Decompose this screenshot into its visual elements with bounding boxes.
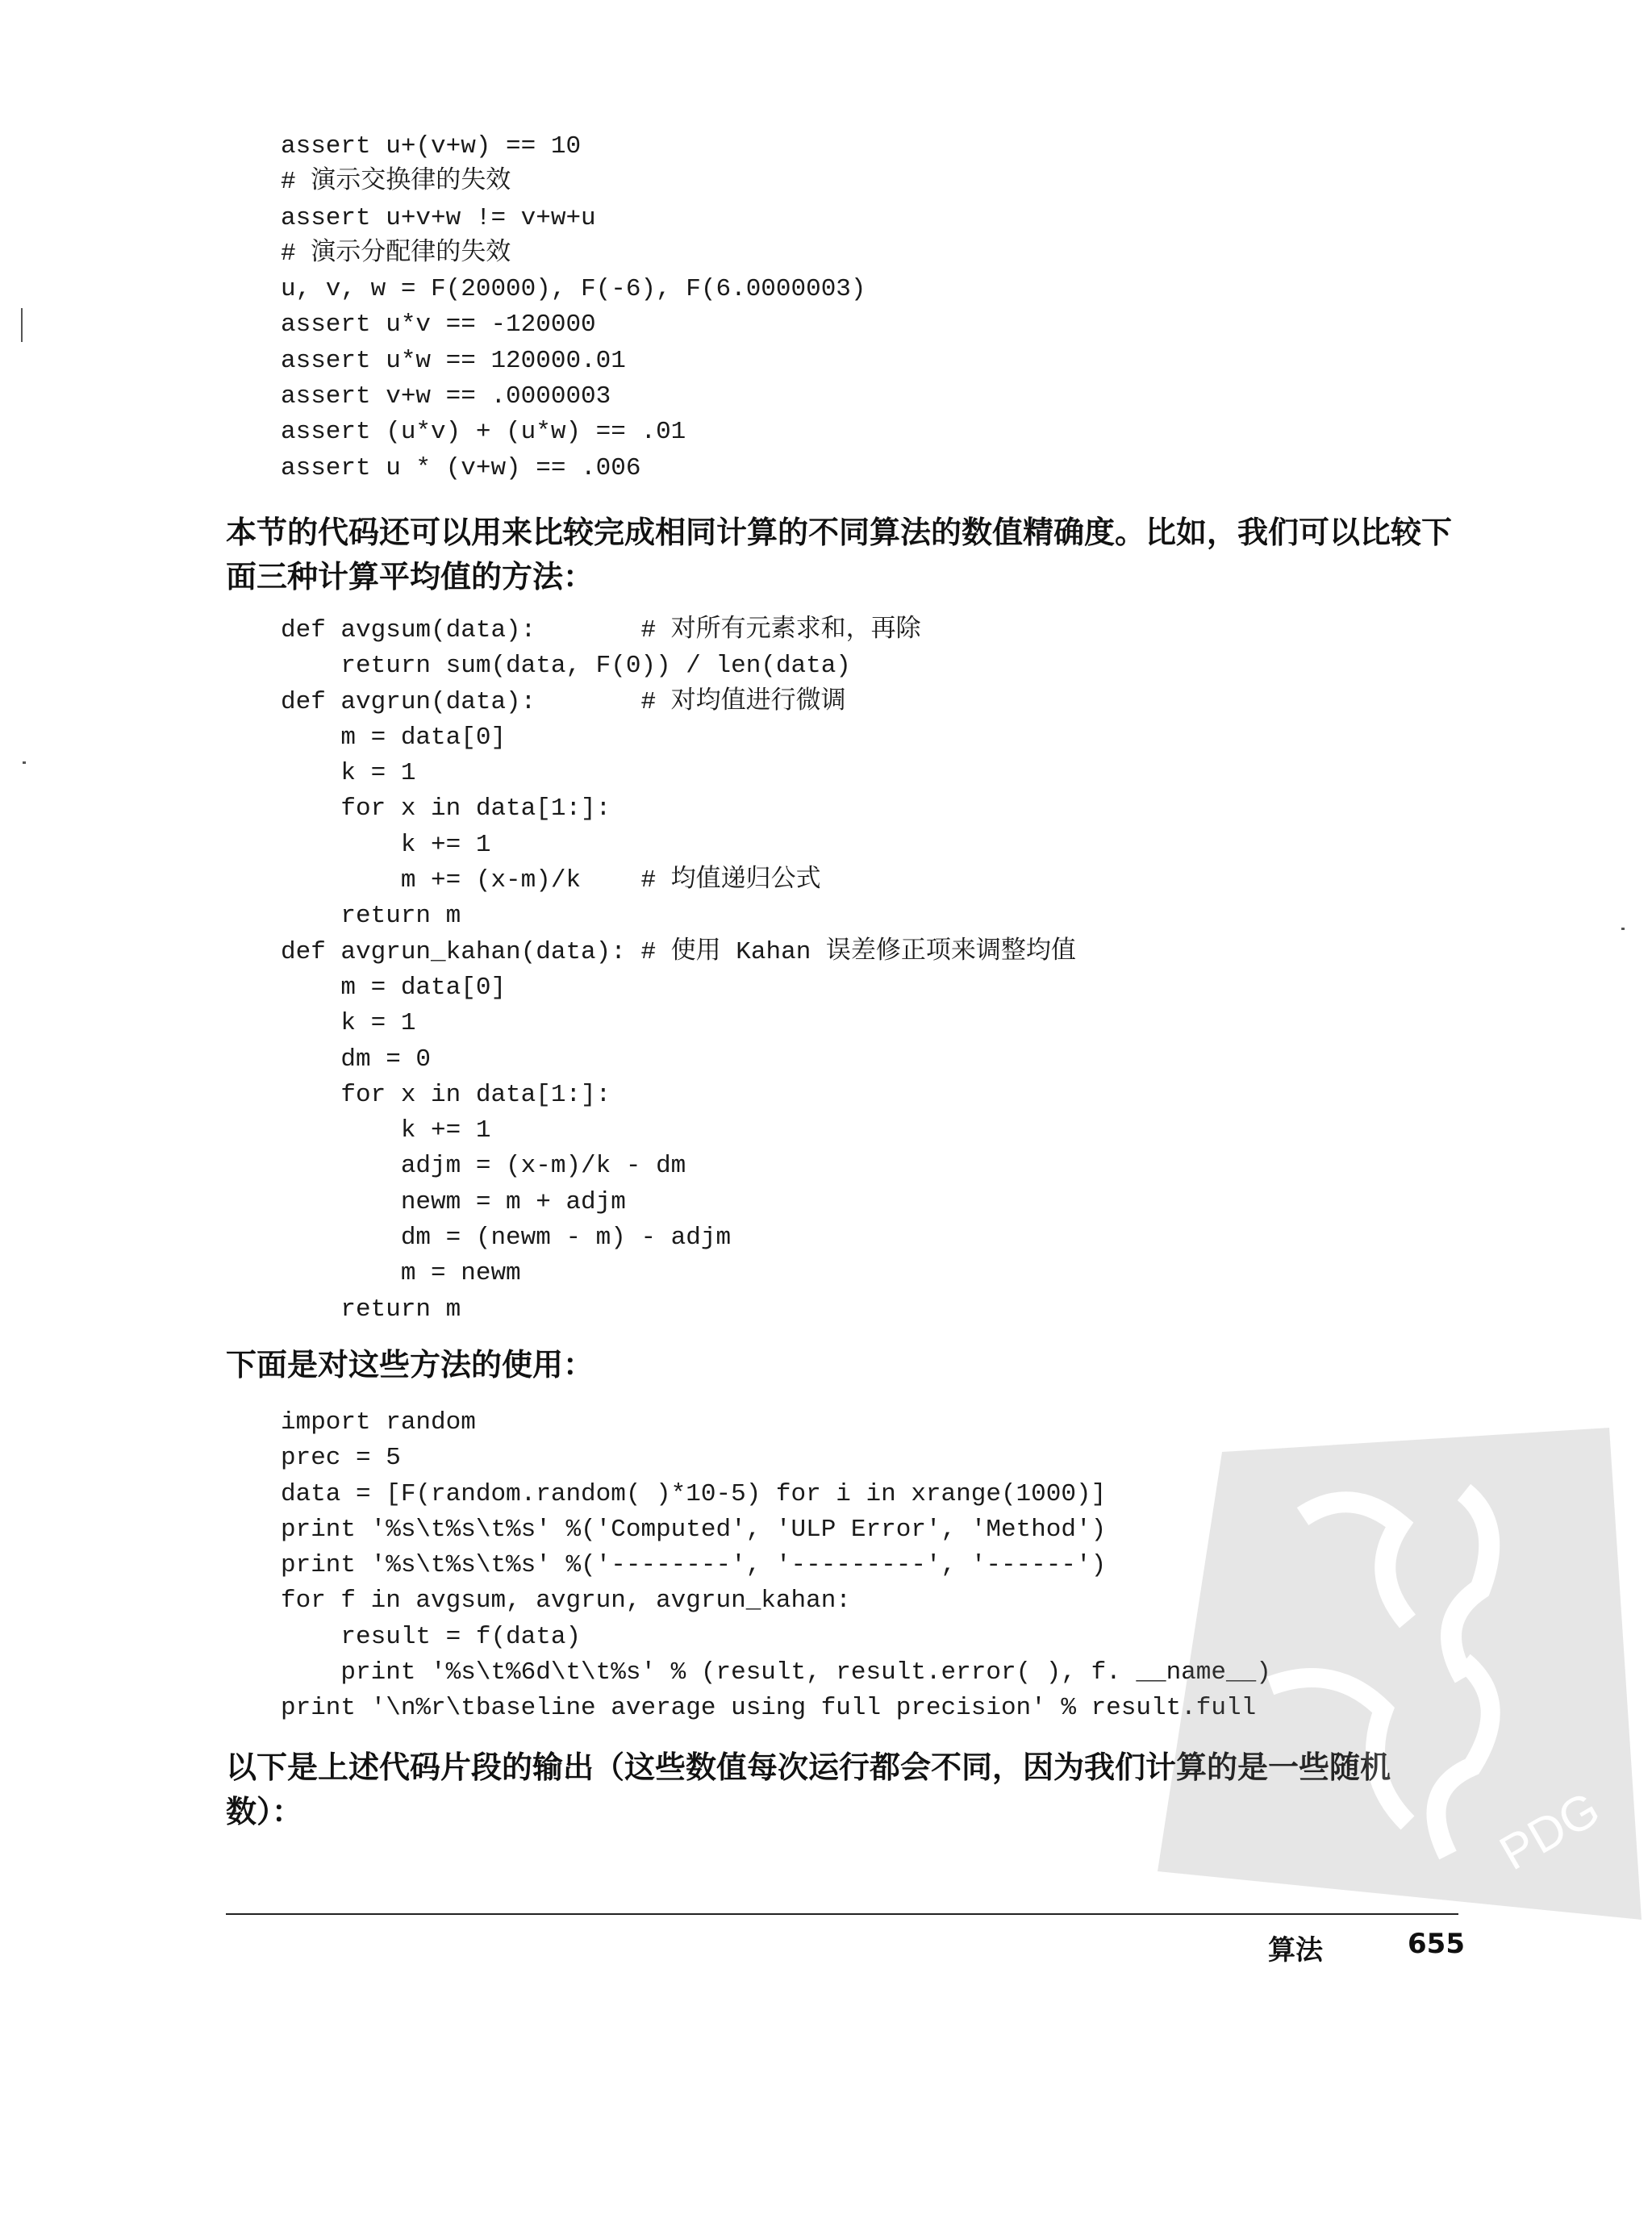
code-line: print '\n%r\tbaseline average using full precision' % result.full [281,1694,1257,1723]
code-line: result = f(data) [281,1622,582,1651]
scan-artifact-dot [1621,928,1625,930]
paragraph-output-intro: 以下是上述代码片段的输出（这些数值每次运行都会不同，因为我们计算的是一些随机数）： [226,1749,1391,1829]
code-line: print '%s\t%6d\t\t%s' % (result, result.error( ), f. __name__) [281,1658,1271,1687]
watermark-seal-icon [1125,1420,1642,1920]
code-line: return sum(data, F(0)) / len(data) [281,652,851,681]
page-number: 655 [1408,1928,1465,1960]
code-block-average-functions [281,613,1076,1328]
code-line: # 演示分配律的失效 [281,239,511,268]
footer-section-title: 算法 [1268,1934,1323,1966]
code-line: def avgrun_kahan(data): # 使用 Kahan 误差修正项来调整均值 [281,937,1076,966]
code-line: assert u * (v+w) == .006 [281,453,641,482]
code-block-assertions [281,129,866,486]
code-line: k += 1 [281,1116,491,1145]
code-line: for f in avgsum, avgrun, avgrun_kahan: [281,1587,851,1616]
code-line: assert u+v+w != v+w+u [281,203,596,232]
code-line: def avgsum(data): # 对所有元素求和，再除 [281,616,921,644]
code-line: data = [F(random.random( )*10-5) for i in xrange(1000)] [281,1479,1107,1508]
watermark-text: PDG [1491,1781,1609,1881]
code-line: print '%s\t%s\t%s' %('Computed', 'ULP Error', 'Method') [281,1515,1107,1544]
code-line: assert v+w == .0000003 [281,382,611,411]
code-line: return m [281,902,461,931]
code-line: k += 1 [281,830,491,859]
code-line: assert u+(v+w) == 10 [281,132,582,161]
code-line: m = newm [281,1259,521,1288]
code-line: u, v, w = F(20000), F(-6), F(6.0000003) [281,275,866,304]
code-line: k = 1 [281,1009,416,1038]
code-line: prec = 5 [281,1444,401,1473]
code-line: newm = m + adjm [281,1187,626,1216]
code-line: k = 1 [281,759,416,788]
paragraph-compare-methods: 本节的代码还可以用来比较完成相同计算的不同算法的数值精确度。比如，我们可以比较下面三种计算平均值的方法： [226,514,1453,594]
code-line: # 演示交换律的失效 [281,168,511,197]
paragraph-usage-intro: 下面是对这些方法的使用： [226,1346,594,1383]
code-line: return m [281,1295,461,1324]
scan-artifact-mark [21,308,23,342]
code-line: assert (u*v) + (u*w) == .01 [281,418,686,447]
code-line: assert u*w == 120000.01 [281,346,626,375]
code-line: def avgrun(data): # 对均值进行微调 [281,687,846,716]
code-line: dm = 0 [281,1045,432,1074]
code-line: adjm = (x-m)/k - dm [281,1152,686,1181]
code-line: for x in data[1:]: [281,1080,611,1109]
code-line: print '%s\t%s\t%s' %('--------', '---------', '------') [281,1551,1107,1580]
footer-divider [226,1913,1458,1915]
code-line: for x in data[1:]: [281,795,611,824]
code-line: import random [281,1408,476,1437]
code-block-usage [281,1405,1271,1727]
code-line: m = data[0] [281,973,507,1002]
code-line: m = data[0] [281,723,507,752]
scan-artifact-dot [23,761,26,764]
code-line: m += (x-m)/k # 均值递归公式 [281,866,821,895]
code-line: assert u*v == -120000 [281,311,596,340]
code-line: dm = (newm - m) - adjm [281,1224,732,1253]
